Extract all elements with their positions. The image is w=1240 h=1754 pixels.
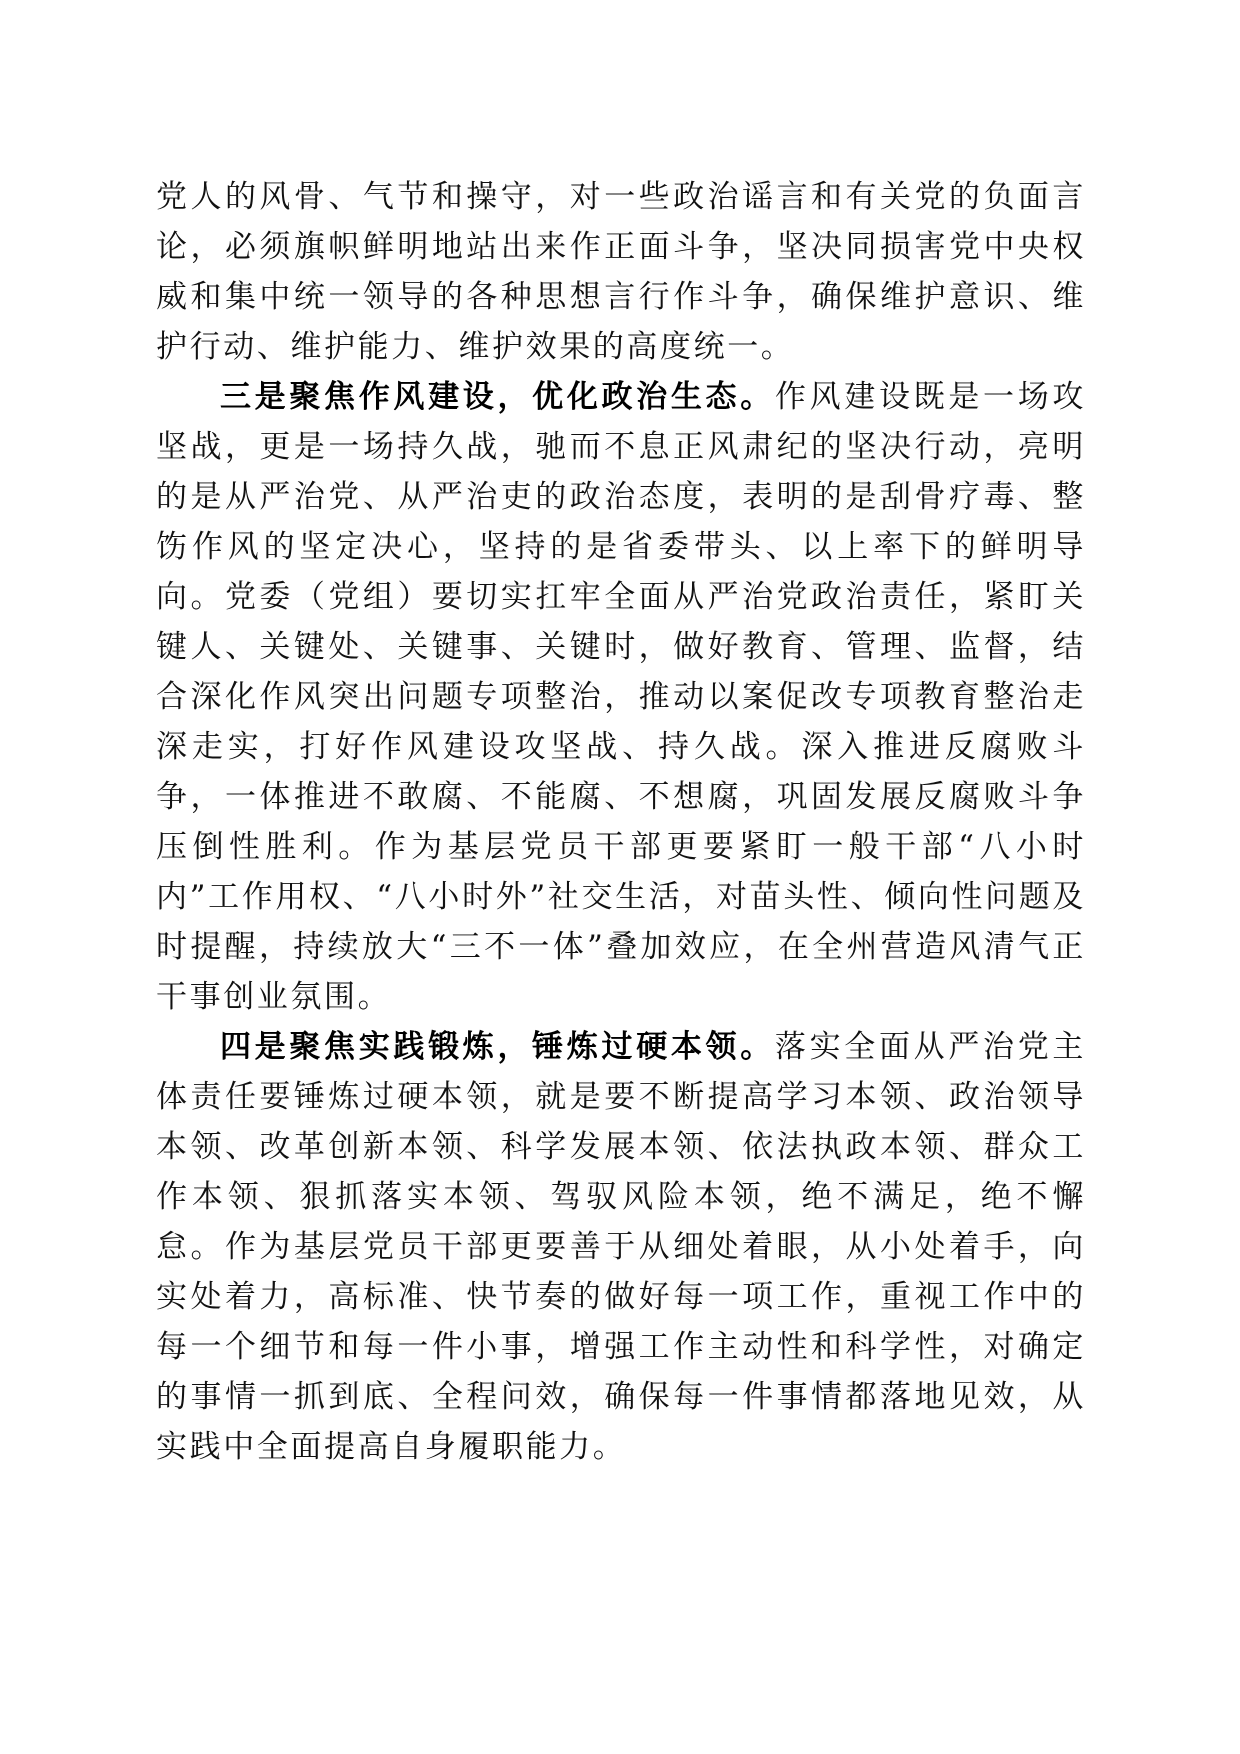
- paragraph-practice: [156, 1022, 1086, 1472]
- paragraph-work-style: [156, 372, 1086, 1022]
- paragraph-lead: 四是聚焦实践锻炼，锤炼过硬本领。: [220, 1029, 775, 1065]
- document-body: [156, 172, 1086, 1472]
- paragraph-continuation: [156, 172, 1086, 372]
- paragraph-text: 落实全面从严治党主体责任要锤炼过硬本领，就是要不断提高学习本领、政治领导本领、改革创新本领、科学发展本领、依法执政本领、群众工作本领、狠抓落实本领、驾驭风险本领，绝不满足，绝不懈怠。作为基层党员干部更要善于从细处着眼，从小处着手，向实处着力，高标准、快节奏的做好每一项工作，重视工作中的每一个细节和每一件小事，增强工作主动性和科学性，对确定的事情一抓到底、全程问效，确保每一件事情都落地见效，从实践中全面提高自身履职能力。: [156, 1029, 1086, 1465]
- paragraph-lead: 三是聚焦作风建设，优化政治生态。: [220, 379, 775, 415]
- paragraph-text: 党人的风骨、气节和操守，对一些政治谣言和有关党的负面言论，必须旗帜鲜明地站出来作正面斗争，坚决同损害党中央权威和集中统一领导的各种思想言行作斗争，确保维护意识、维护行动、维护能力、维护效果的高度统一。: [156, 179, 1086, 365]
- paragraph-text: 作风建设既是一场攻坚战，更是一场持久战，驰而不息正风肃纪的坚决行动，亮明的是从严治党、从严治吏的政治态度，表明的是刮骨疗毒、整饬作风的坚定决心，坚持的是省委带头、以上率下的鲜明导向。党委（党组）要切实扛牢全面从严治党政治责任，紧盯关键人、关键处、关键事、关键时，做好教育、管理、监督，结合深化作风突出问题专项整治，推动以案促改专项教育整治走深走实，打好作风建设攻坚战、持久战。深入推进反腐败斗争，一体推进不敢腐、不能腐、不想腐，巩固发展反腐败斗争压倒性胜利。作为基层党员干部更要紧盯一般干部“八小时内”工作用权、“八小时外”社交生活，对苗头性、倾向性问题及时提醒，持续放大“三不一体”叠加效应，在全州营造风清气正干事创业氛围。: [156, 379, 1086, 1015]
